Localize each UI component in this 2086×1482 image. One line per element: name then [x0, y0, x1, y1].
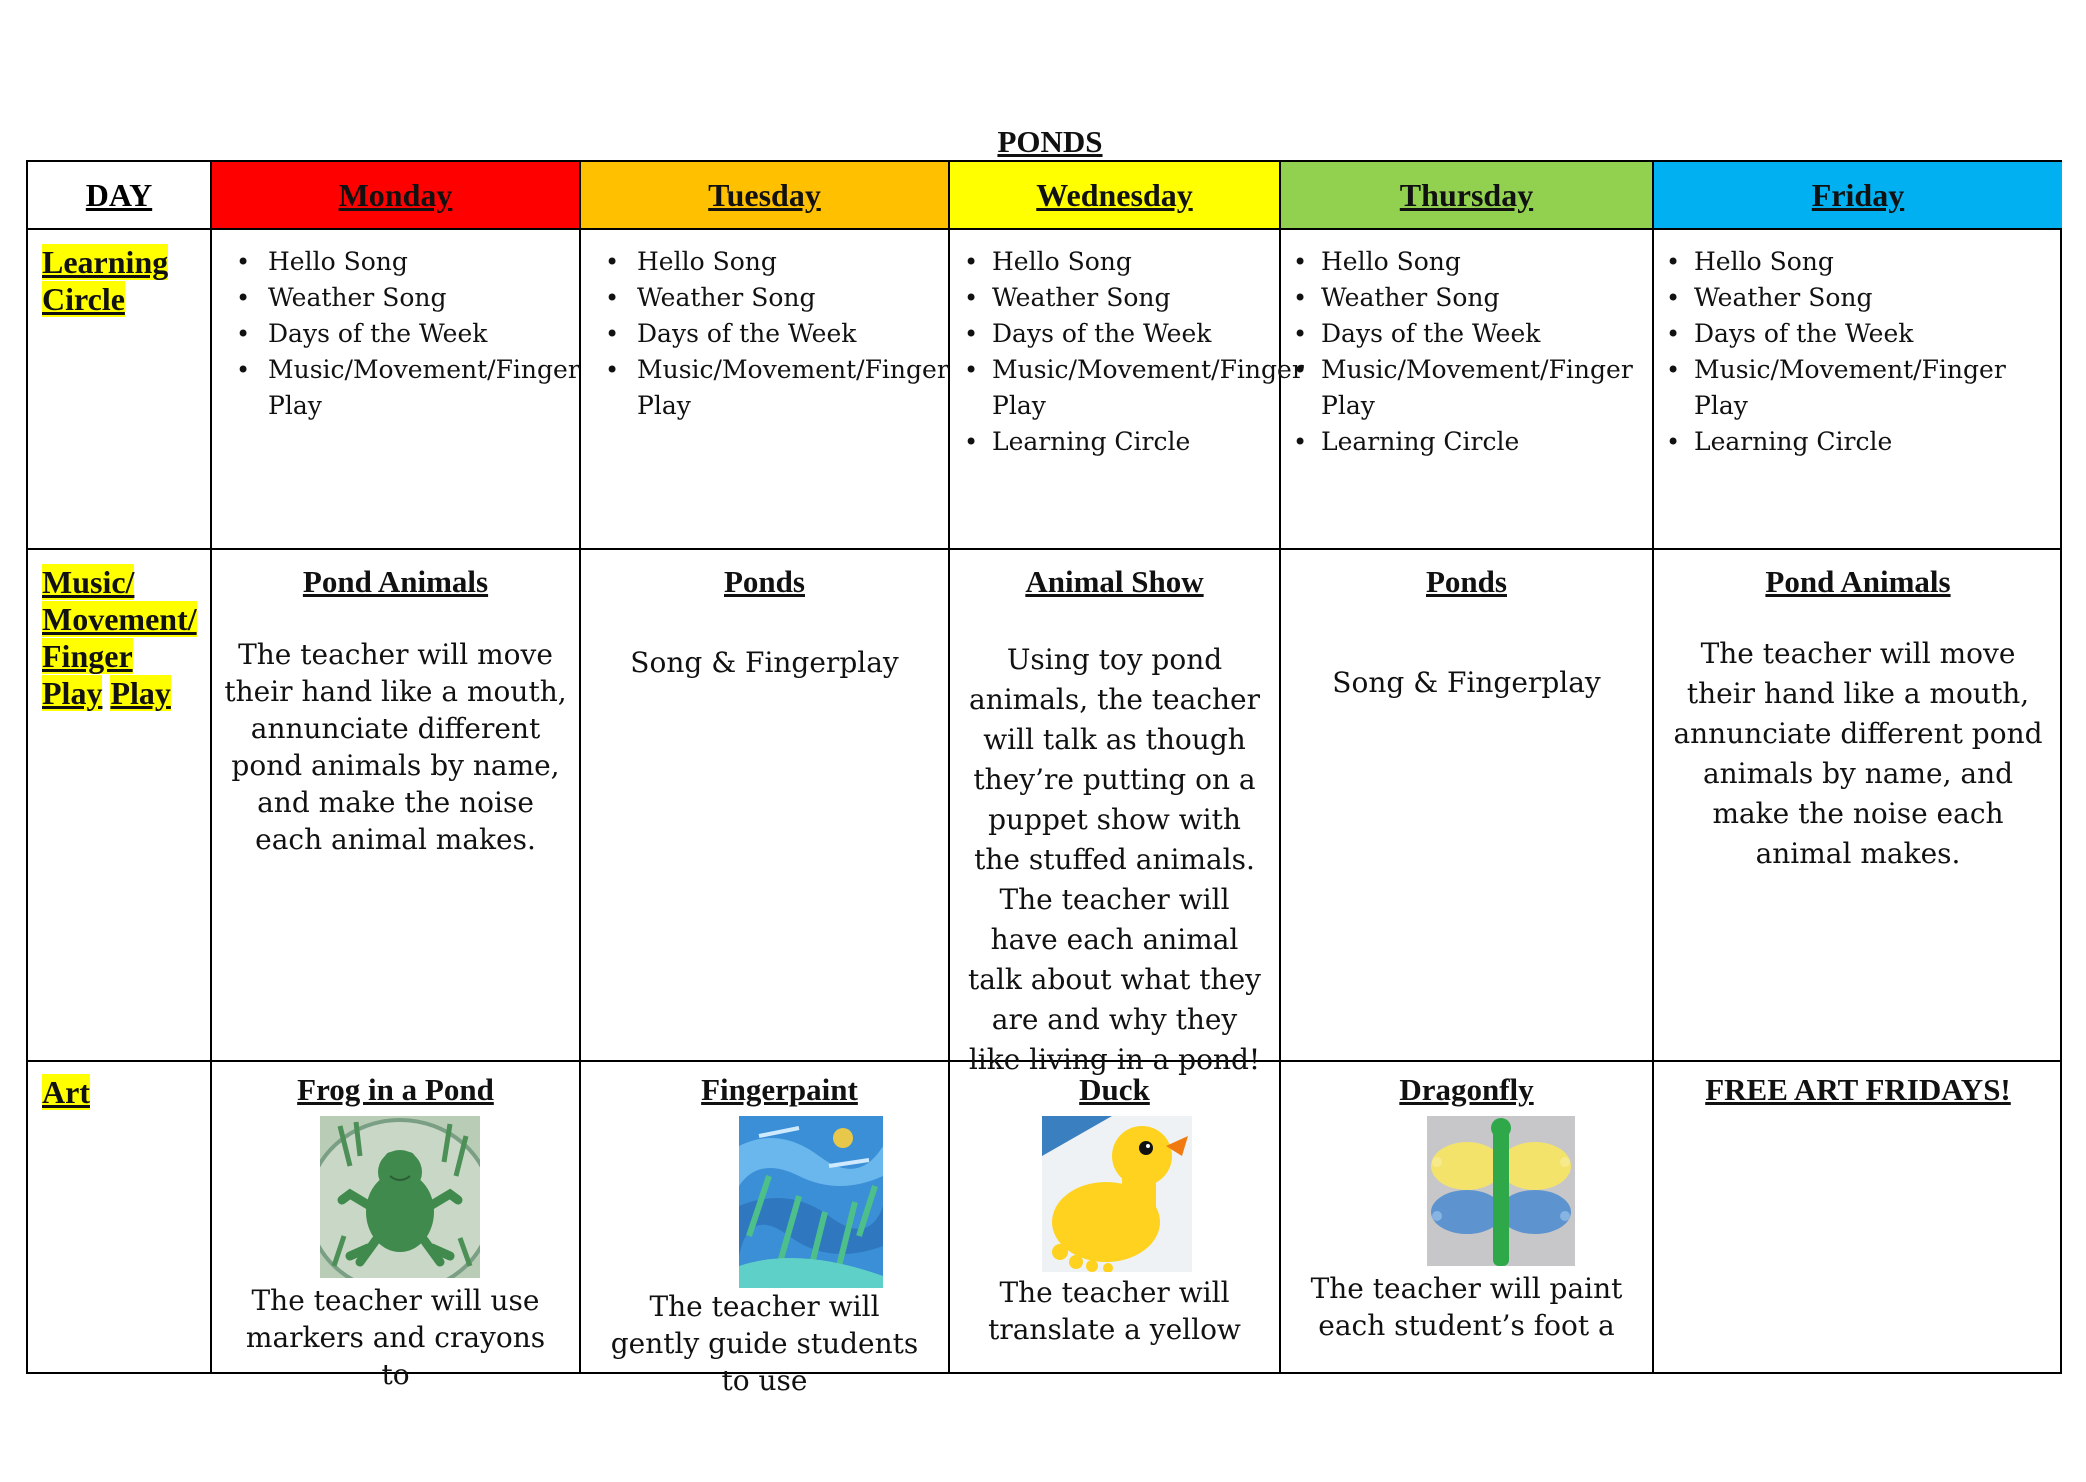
list-item: • Music/Movement/Finger Play [962, 352, 1274, 424]
list-item: • Learning Circle [1291, 424, 1646, 460]
music-monday [212, 564, 579, 858]
learning-circle-tuesday [593, 244, 949, 424]
list-item: • Weather Song [1291, 280, 1646, 316]
list-item: • Weather Song [224, 280, 574, 316]
lesson-plan-table [26, 160, 2062, 1397]
row-divider [28, 228, 2060, 230]
art-wednesday [950, 1062, 1279, 1374]
activity-title: Pond Animals [1765, 564, 1951, 599]
art-thursday [1281, 1062, 1652, 1374]
list-item: • Learning Circle [1664, 424, 2060, 460]
header-wednesday: Wednesday [950, 162, 1279, 228]
activity-title: Duck [1079, 1072, 1150, 1107]
list-item: • Days of the Week [1664, 316, 2060, 352]
art-monday [212, 1062, 579, 1391]
activity-description: The teacher will move their hand like a mouth, annunciate different pond animals by name, and make the noise each animal makes. [224, 638, 567, 856]
list-item: • Hello Song [1664, 244, 2060, 280]
activity-title: Ponds [724, 564, 805, 599]
page-title: PONDS [997, 124, 1103, 159]
list-item: • Music/Movement/Finger Play [224, 352, 574, 424]
fingerpaint-pond-image [739, 1116, 883, 1288]
duck-footprint-image [1042, 1116, 1192, 1272]
list-item: • Music/Movement/Finger Play [593, 352, 943, 424]
header-monday: Monday [212, 162, 579, 228]
music-tuesday [581, 564, 948, 681]
list-item: • Hello Song [224, 244, 574, 280]
list-item: • Weather Song [1664, 280, 2060, 316]
header-day: DAY [85, 176, 153, 213]
frog-handprint-image [320, 1116, 480, 1278]
activity-title: Dragonfly [1399, 1072, 1534, 1107]
row-divider [28, 548, 2060, 550]
art-tuesday [581, 1062, 948, 1397]
learning-circle-friday [1664, 244, 2060, 460]
activity-title: Frog in a Pond [297, 1072, 494, 1107]
dragonfly-footprint-image [1427, 1116, 1575, 1266]
list-item: • Hello Song [962, 244, 1274, 280]
activity-title: Pond Animals [302, 564, 489, 599]
header-thursday: Thursday [1281, 162, 1652, 228]
learning-circle-thursday [1291, 244, 1646, 460]
activity-title: Fingerpaint [701, 1072, 858, 1107]
list-item: • Days of the Week [593, 316, 943, 352]
activity-description: The teacher will gently guide students to use [610, 1290, 919, 1397]
list-item: • Days of the Week [224, 316, 574, 352]
learning-circle-monday [224, 244, 580, 424]
list-item: • Hello Song [593, 244, 943, 280]
list-item: • Music/Movement/Finger Play [1291, 352, 1646, 424]
header-tuesday: Tuesday [581, 162, 948, 228]
list-item: • Weather Song [962, 280, 1274, 316]
activity-description: Song & Fingerplay [1332, 666, 1601, 699]
activity-title: Ponds [1426, 564, 1507, 599]
activity-description: The teacher will move their hand like a mouth, annunciate different pond animals by name, and make the noise each animal makes. [1673, 637, 2043, 870]
list-item: • Music/Movement/Finger Play [1664, 352, 2060, 424]
music-thursday [1281, 564, 1652, 701]
row-label-learning-circle: Learning Circle [42, 244, 169, 317]
music-friday [1654, 564, 2062, 874]
list-item: • Learning Circle [962, 424, 1274, 460]
activity-description: The teacher will use markers and crayons to [245, 1284, 546, 1391]
list-item: • Hello Song [1291, 244, 1646, 280]
activity-description: The teacher will paint each student’s foot a [1310, 1272, 1623, 1342]
activity-title: FREE ART FRIDAYS! [1705, 1072, 2011, 1107]
list-item: • Days of the Week [1291, 316, 1646, 352]
music-wednesday [950, 564, 1279, 1080]
row-label-music-movement: Music/ Movement/ Finger Play Play [42, 564, 197, 711]
header-friday: Friday [1654, 162, 2062, 228]
art-friday [1654, 1062, 2062, 1374]
activity-description: The teacher will translate a yellow [988, 1276, 1241, 1346]
row-label-art: Art [42, 1074, 90, 1110]
activity-description: Song & Fingerplay [630, 646, 899, 679]
activity-description: Using toy pond animals, the teacher will talk as though they’re putting on a puppet show with the stuffed animals. The teacher will have each animal talk about what they are and why they like living in a pond! [968, 643, 1261, 1076]
learning-circle-wednesday [962, 244, 1304, 460]
activity-title: Animal Show [1025, 564, 1204, 599]
list-item: • Weather Song [593, 280, 943, 316]
list-item: • Days of the Week [962, 316, 1274, 352]
